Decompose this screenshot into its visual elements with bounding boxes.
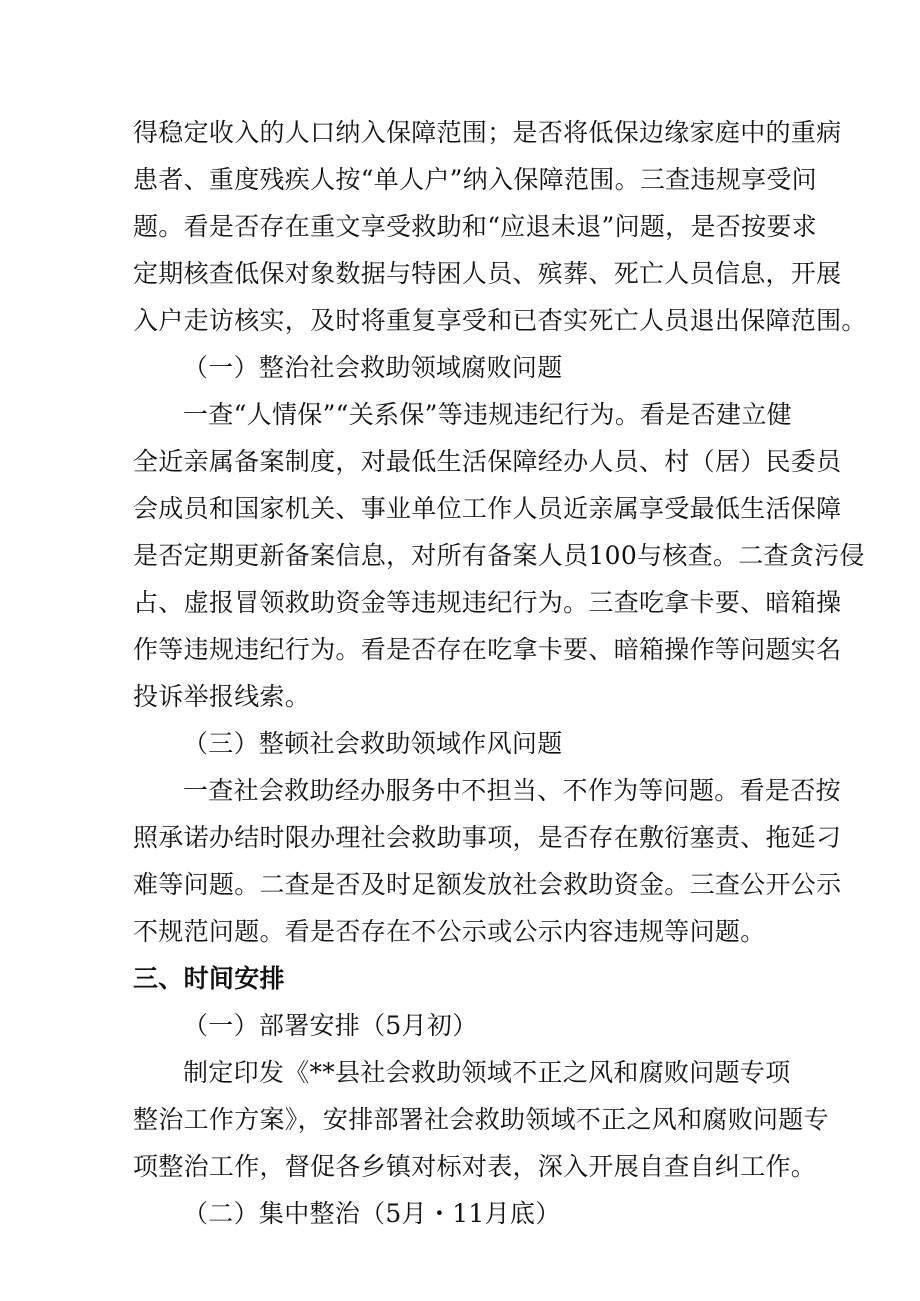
body-text-line: 整治工作方案》，安排部署社会救助领域不正之风和腐败问题专 xyxy=(133,1105,829,1134)
body-text-line: 定期核查低保对象数据与特困人员、殡葬、死亡人员信息，开展 xyxy=(133,259,842,288)
body-text-line: 会成员和国家机关、事业单位工作人员近亲属享受最低生活保障 xyxy=(133,494,842,523)
body-text-line: 占、虚报冒领救助资金等违规违纪行为。三查吃拿卡要、暗箱操 xyxy=(133,588,842,617)
body-text-line: 题。看是否存在重文享受救助和“应退未退”问题，是否按要求 xyxy=(133,212,817,241)
body-text-line: 照承诺办结时限办理社会救助事项，是否存在敷衍塞责、拖延刁 xyxy=(133,823,842,852)
body-text-line: 一查社会救助经办服务中不担当、不作为等问题。看是否按 xyxy=(183,776,841,805)
section-subheading: （一）整治社会救助领域腐败问题 xyxy=(183,353,563,382)
body-text-line: 不规范问题。看是否存在不公示或公示内容违规等问题。 xyxy=(133,917,766,946)
body-text-line: 一查“人情保”“关系保”等违规违纪行为。看是否建立健 xyxy=(183,400,792,429)
section-subheading: （一）部署安排（5月初） xyxy=(183,1011,478,1040)
body-text-line: 患者、重度残疾人按“单人户”纳入保障范围。三查违规享受问 xyxy=(133,165,817,194)
body-text-line: 难等问题。二查是否及时足额发放社会救助资金。三查公开公示 xyxy=(133,870,842,899)
body-text-line: 是否定期更新备案信息，对所有备案人员100与核查。二查贪污侵 xyxy=(133,541,865,570)
body-text-line: 作等违规违纪行为。看是否存在吃拿卡要、暗箱操作等问题实名 xyxy=(133,635,842,664)
body-text-line: 入户走访核实，及时将重复享受和已杳实死亡人员退出保障范围。 xyxy=(133,306,867,335)
body-text-line: 制定印发《**县社会救助领域不正之风和腐败问题专项 xyxy=(183,1058,791,1087)
section-heading: 三、时间安排 xyxy=(133,964,285,993)
section-subheading: （三）整顿社会救助领域作风问题 xyxy=(183,729,563,758)
body-text-line: 投诉举报线索。 xyxy=(133,682,311,711)
section-subheading: （二）集中整治（5月・11月底） xyxy=(183,1199,561,1228)
body-text-line: 全近亲属备案制度，对最低生活保障经办人员、村（居）民委员 xyxy=(133,447,842,476)
body-text-line: 项整治工作，督促各乡镇对标对表，深入开展自查自纠工作。 xyxy=(133,1152,817,1181)
body-text-line: 得稳定收入的人口纳入保障范围；是否将低保边缘家庭中的重病 xyxy=(133,118,842,147)
